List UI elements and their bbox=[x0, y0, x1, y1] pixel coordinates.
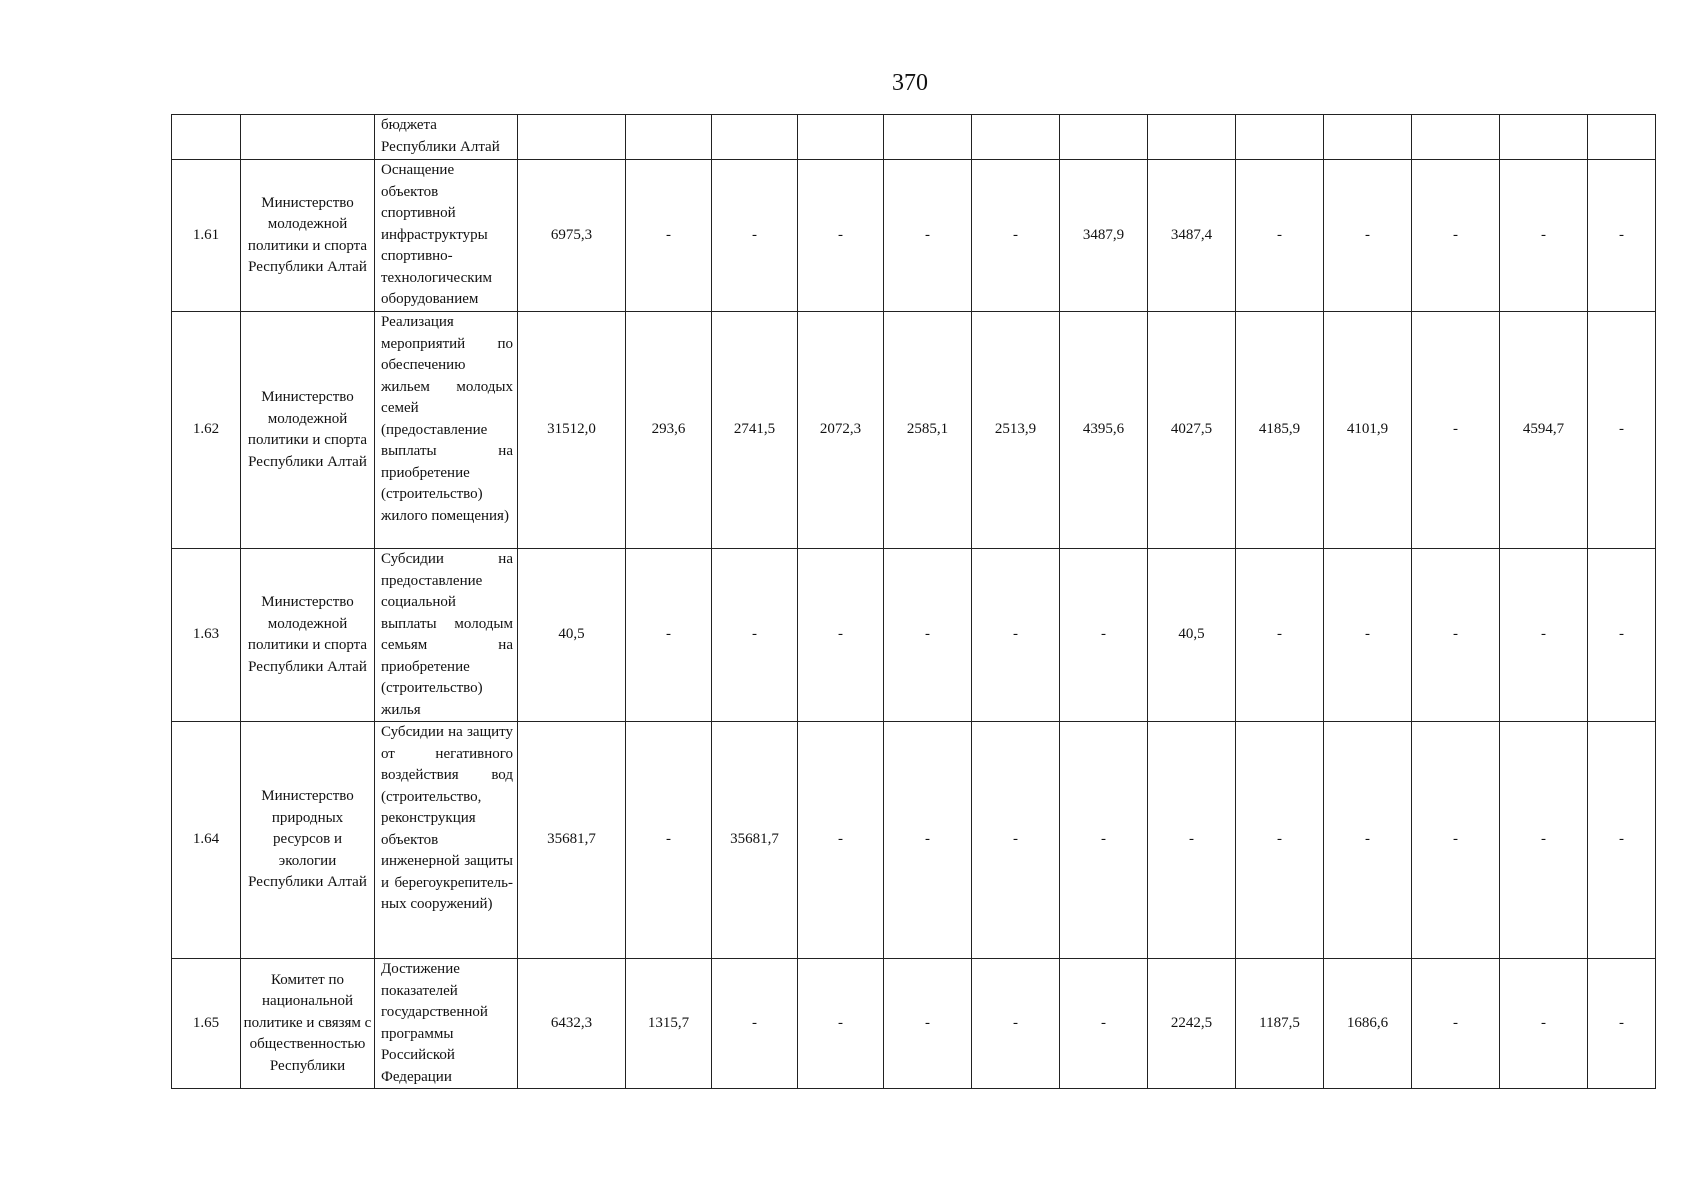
value-cell: - bbox=[712, 549, 798, 722]
value-cell: - bbox=[972, 959, 1060, 1089]
value-cell: - bbox=[1236, 160, 1324, 312]
value-cell: - bbox=[1236, 549, 1324, 722]
table-row bbox=[172, 115, 1656, 160]
value-cell: 3487,9 bbox=[1060, 160, 1148, 312]
row-number-cell: 1.62 bbox=[172, 312, 241, 549]
budget-table bbox=[171, 114, 1656, 1089]
row-number-cell: 1.61 bbox=[172, 160, 241, 312]
value-cell: 293,6 bbox=[626, 312, 712, 549]
value-cell: - bbox=[972, 722, 1060, 959]
value-cell: - bbox=[1060, 959, 1148, 1089]
value-cell: 4395,6 bbox=[1060, 312, 1148, 549]
value-cell bbox=[1324, 115, 1412, 160]
description-cell: Реализация мероприятий по обеспечению жильем молодых семей (предоставление выплаты на приобретение (строительство) жилого помещения) bbox=[375, 312, 518, 549]
organization-cell: Министерство молодежной политики и спорта Республики Алтай bbox=[241, 549, 375, 722]
value-cell: - bbox=[798, 549, 884, 722]
value-cell: - bbox=[1500, 959, 1588, 1089]
organization-cell bbox=[241, 115, 375, 160]
value-cell bbox=[1588, 115, 1656, 160]
page-number: 370 bbox=[892, 70, 928, 96]
value-cell bbox=[1148, 115, 1236, 160]
organization-cell: Министерство молодежной политики и спорта Республики Алтай bbox=[241, 160, 375, 312]
value-cell: - bbox=[1500, 722, 1588, 959]
value-cell: - bbox=[884, 722, 972, 959]
value-cell: 3487,4 bbox=[1148, 160, 1236, 312]
value-cell: - bbox=[884, 160, 972, 312]
description-cell: Оснащение объектов спортивной инфраструктуры спортивно-технологическим оборудованием bbox=[375, 160, 518, 312]
value-cell bbox=[1412, 115, 1500, 160]
value-cell: - bbox=[1500, 549, 1588, 722]
value-cell: 31512,0 bbox=[518, 312, 626, 549]
value-cell: 4101,9 bbox=[1324, 312, 1412, 549]
value-cell: - bbox=[1060, 549, 1148, 722]
value-cell: - bbox=[1412, 312, 1500, 549]
row-number-cell bbox=[172, 115, 241, 160]
table-row bbox=[172, 549, 1656, 722]
description-cell: бюджета Республики Алтай bbox=[375, 115, 518, 160]
value-cell: - bbox=[1324, 160, 1412, 312]
value-cell: - bbox=[1588, 722, 1656, 959]
row-number-cell: 1.63 bbox=[172, 549, 241, 722]
value-cell bbox=[798, 115, 884, 160]
value-cell: - bbox=[798, 722, 884, 959]
value-cell: 6975,3 bbox=[518, 160, 626, 312]
table-row bbox=[172, 312, 1656, 549]
value-cell bbox=[1500, 115, 1588, 160]
value-cell: 40,5 bbox=[518, 549, 626, 722]
value-cell bbox=[884, 115, 972, 160]
value-cell bbox=[712, 115, 798, 160]
table-row bbox=[172, 722, 1656, 959]
value-cell: - bbox=[884, 549, 972, 722]
value-cell: 1187,5 bbox=[1236, 959, 1324, 1089]
value-cell: - bbox=[712, 160, 798, 312]
description-cell: Достижение показателей государственной программы Российской Федерации bbox=[375, 959, 518, 1089]
value-cell: - bbox=[1412, 959, 1500, 1089]
value-cell: - bbox=[1412, 722, 1500, 959]
description-cell: Субсидии на предоставление социальной выплаты молодым семьям на приобретение (строительство) жилья bbox=[375, 549, 518, 722]
value-cell: - bbox=[1060, 722, 1148, 959]
value-cell: - bbox=[1500, 160, 1588, 312]
value-cell bbox=[1060, 115, 1148, 160]
value-cell: - bbox=[626, 722, 712, 959]
value-cell: - bbox=[712, 959, 798, 1089]
value-cell: 35681,7 bbox=[712, 722, 798, 959]
value-cell: - bbox=[972, 549, 1060, 722]
organization-cell: Комитет по национальной политике и связям с общественностью Республики bbox=[241, 959, 375, 1089]
value-cell: 2741,5 bbox=[712, 312, 798, 549]
value-cell: - bbox=[798, 160, 884, 312]
value-cell: - bbox=[972, 160, 1060, 312]
value-cell: - bbox=[1148, 722, 1236, 959]
value-cell: - bbox=[798, 959, 884, 1089]
description-cell: Субсидии на защиту от негативного воздействия вод (строительство, реконструкция объектов инженерной защиты и берегоукрепитель-ных сооружений) bbox=[375, 722, 518, 959]
value-cell: - bbox=[1236, 722, 1324, 959]
value-cell: - bbox=[1412, 549, 1500, 722]
value-cell: - bbox=[1324, 722, 1412, 959]
value-cell bbox=[518, 115, 626, 160]
value-cell: 2072,3 bbox=[798, 312, 884, 549]
row-number-cell: 1.65 bbox=[172, 959, 241, 1089]
value-cell bbox=[626, 115, 712, 160]
table-row bbox=[172, 160, 1656, 312]
value-cell: - bbox=[626, 160, 712, 312]
value-cell: - bbox=[1588, 959, 1656, 1089]
value-cell: - bbox=[1324, 549, 1412, 722]
table-row bbox=[172, 959, 1656, 1089]
value-cell: - bbox=[1588, 549, 1656, 722]
value-cell bbox=[972, 115, 1060, 160]
value-cell: - bbox=[626, 549, 712, 722]
value-cell: - bbox=[884, 959, 972, 1089]
row-number-cell: 1.64 bbox=[172, 722, 241, 959]
value-cell: - bbox=[1588, 160, 1656, 312]
value-cell: - bbox=[1588, 312, 1656, 549]
organization-cell: Министерство природных ресурсов и экологии Республики Алтай bbox=[241, 722, 375, 959]
value-cell: 1686,6 bbox=[1324, 959, 1412, 1089]
value-cell: 6432,3 bbox=[518, 959, 626, 1089]
value-cell: 40,5 bbox=[1148, 549, 1236, 722]
value-cell: 4185,9 bbox=[1236, 312, 1324, 549]
value-cell: 1315,7 bbox=[626, 959, 712, 1089]
organization-cell: Министерство молодежной политики и спорта Республики Алтай bbox=[241, 312, 375, 549]
value-cell: 35681,7 bbox=[518, 722, 626, 959]
value-cell: 2585,1 bbox=[884, 312, 972, 549]
value-cell: 4594,7 bbox=[1500, 312, 1588, 549]
value-cell bbox=[1236, 115, 1324, 160]
value-cell: - bbox=[1412, 160, 1500, 312]
value-cell: 2242,5 bbox=[1148, 959, 1236, 1089]
value-cell: 2513,9 bbox=[972, 312, 1060, 549]
value-cell: 4027,5 bbox=[1148, 312, 1236, 549]
